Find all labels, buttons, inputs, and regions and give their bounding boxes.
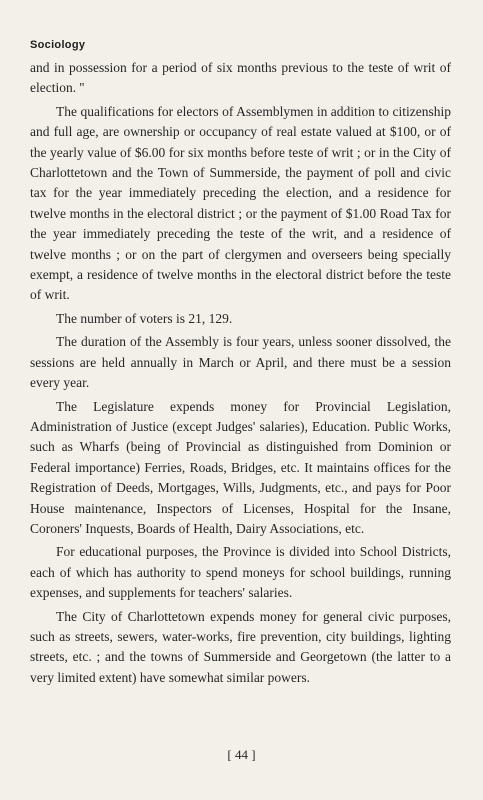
paragraph-continuation: and in possession for a period of six months previous to the teste of writ of election. '' xyxy=(30,60,451,96)
paragraph-voter-count: The number of voters is 21, 129. xyxy=(56,310,233,326)
paragraph-elector-qualifications: The qualifications for electors of Assemblymen in addition to citizenship and full age, are ownership or occupancy of real estate valued at $100, or of the yearly value of $6.00 for six months before teste of writ ; or in the City of Charlottetown and the Town of Summerside, the payment of poll and civic tax for the year immediately preceding the election, and a residence for twelve months in the electoral district ; or the payment of $1.00 Road Tax for the year immediately preceding the teste of the writ, and a residence of twelve months ; or on the part of clergymen and overseers being specially exempt, a residence of twelve months in the electoral district before the teste of writ. xyxy=(30,103,451,303)
running-head: Sociology xyxy=(30,39,86,51)
paragraph-school-districts: For educational purposes, the Province is divided into School Districts, each of which has authority to spend moneys for school buildings, running expenses, and supplements for teachers' salaries. xyxy=(30,544,451,601)
body-text xyxy=(30,58,451,691)
page-number: [ 44 ] xyxy=(227,747,256,762)
paragraph-city-expenditure: The City of Charlottetown expends money for general civic purposes, such as streets, sewers, water-works, fire prevention, city buildings, lighting streets, etc. ; and the towns of Summerside and Georgetown (the latter to a very limited extent) have somewhat similar powers. xyxy=(30,608,451,685)
paragraph-assembly-duration: The duration of the Assembly is four years, unless sooner dissolved, the sessions are held annually in March or April, and there must be a session every year. xyxy=(30,334,451,391)
paragraph-legislature-expenditure: The Legislature expends money for Provincial Legislation, Administration of Justice (except Judges' salaries), Education. Public Works, such as Wharfs (being of Provincial as distinguished from Dominion or Federal importance) Ferries, Roads, Bridges, etc. It maintains offices for the Registration of Deeds, Mortgages, Wills, Judgments, etc., and pays for Poor House maintenance, Inspectors of Licenses, Hospital for the Insane, Coroners' Inquests, Boards of Health, Dairy Associations, etc. xyxy=(30,398,451,536)
